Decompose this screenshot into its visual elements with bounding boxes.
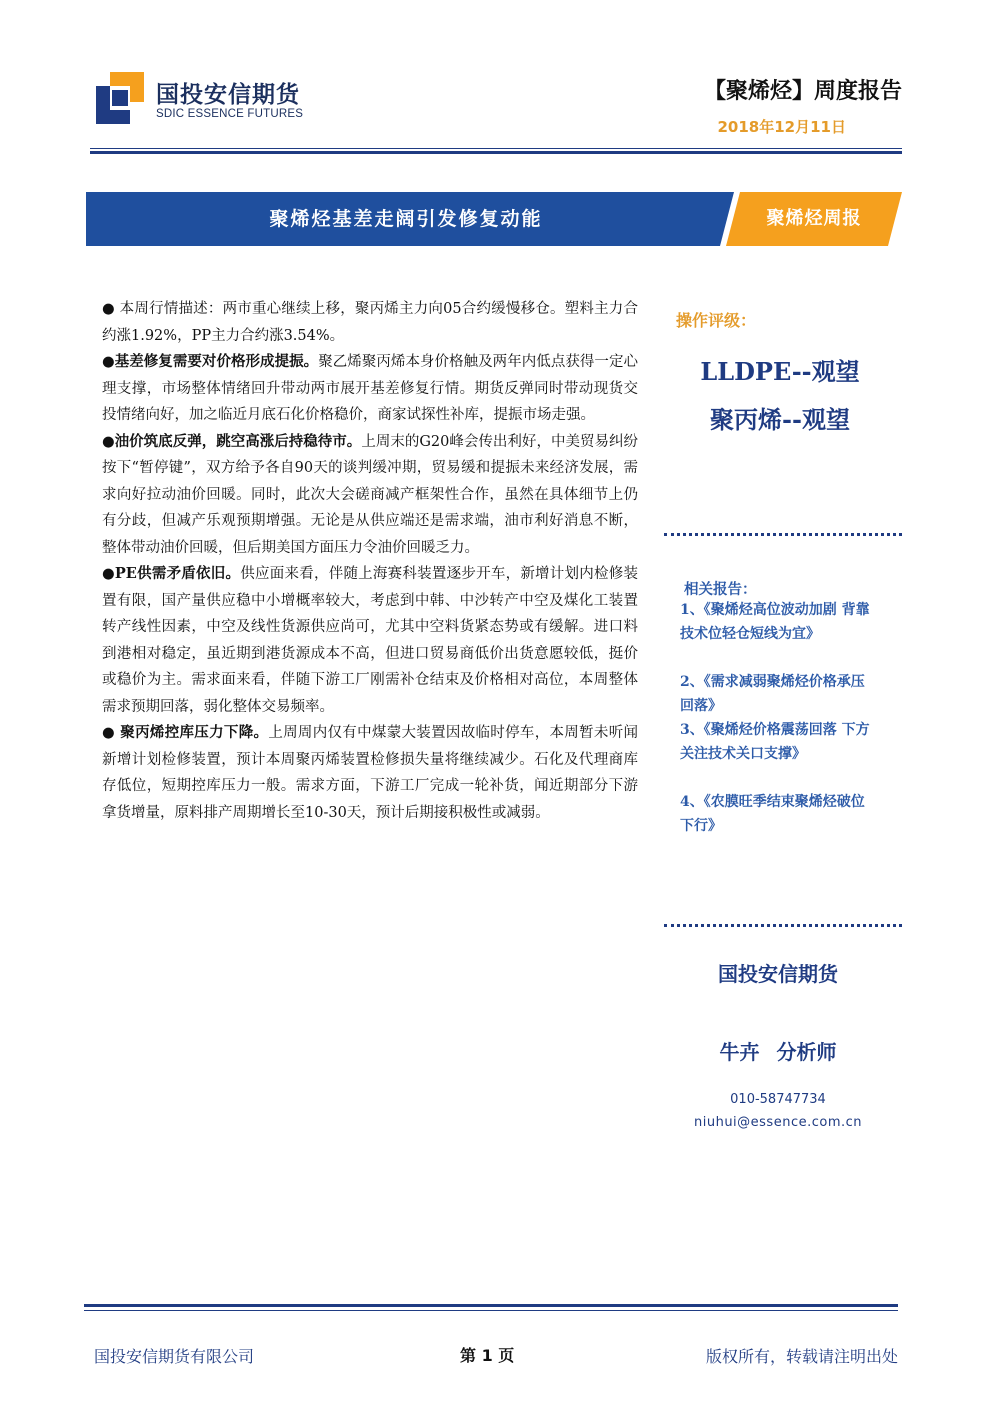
- report-type-title: 【聚烯烃】周度报告: [703, 79, 902, 104]
- rating-pp: 聚丙烯--观望: [710, 405, 850, 434]
- title-banner: [86, 192, 902, 246]
- paragraph-basis-repair: [102, 349, 638, 429]
- related-report-link[interactable]: 2、《需求减弱聚烯烃价格承压回落》: [680, 674, 865, 714]
- paragraph-pe-supply-demand: [102, 561, 638, 720]
- footer-rule-thick: [84, 1304, 898, 1307]
- footer-copyright: 版权所有，转载请注明出处: [705, 1347, 898, 1366]
- related-report-link[interactable]: 4、《农膜旺季结束聚烯烃破位下行》: [680, 794, 865, 834]
- sidebar-divider: [664, 924, 902, 927]
- rating-label: 操作评级：: [676, 311, 757, 330]
- footer-company: 国投安信期货有限公司: [94, 1347, 255, 1366]
- related-reports-title: 相关报告：: [684, 582, 757, 598]
- paragraph-text: 供应面来看，伴随上海赛科装置逐步开车，新增计划内检修装置有限，国产量供应稳中小增概率较大，考虑到中韩、中沙转产中空及煤化工装置转产线性因素，中空及线性货源供应尚可，尤其中空料货紧态势或有缓解。进口料到港相对稳定，虽近期到港货源成本不高，但进口贸易商低价出货意愿较低，挺价或稳价为主。需求面来看，伴随下游工厂刚需补仓结束及价格相对高位，本周整体需求预期回落，弱化整体交易频率。: [102, 566, 638, 715]
- paragraph-heading: ●PE供需矛盾依旧。: [102, 565, 241, 582]
- header-rule-thick: [90, 151, 902, 154]
- report-body: [102, 296, 638, 826]
- related-report-link[interactable]: 3、《聚烯烃价格震荡回落 下方关注技术关口支撑》: [680, 722, 870, 762]
- rating-lldpe: LLDPE--观望: [700, 357, 860, 386]
- report-headline: 聚烯烃基差走阔引发修复动能: [269, 208, 543, 230]
- related-reports-list: [680, 598, 878, 838]
- related-report-link[interactable]: 1、《聚烯烃高位波动加剧 背靠技术位轻仓短线为宜》: [680, 602, 870, 642]
- logo-english-name: SDIC ESSENCE FUTURES: [156, 108, 304, 120]
- paragraph-heading: ● 聚丙烯控库压力下降。: [102, 724, 269, 741]
- paragraph-heading: ●油价筑底反弹，跳空高涨后持稳待市。: [102, 432, 362, 450]
- paragraph-text: 上周末的G20峰会传出利好，中美贸易纠纷按下“暂停键”，双方给予各自90天的谈判缓冲期，贸易缓和提振未来经济发展，需求向好拉动油价回暖。同时，此次大会磋商减产框架性合作，虽然在具体细节上仍有分歧，但减产乐观预期增强。无论是从供应端还是需求端，油市利好消息不断，整体带动油价回暖，但后期美国方面压力令油价回暖乏力。: [102, 433, 638, 556]
- sidebar-company-name: 国投安信期货: [718, 962, 838, 986]
- analyst-email[interactable]: niuhui@essence.com.cn: [693, 1115, 863, 1130]
- logo-mark-icon: [96, 72, 144, 124]
- paragraph-text: 聚乙烯聚丙烯本身价格触及两年内低点获得一定心理支撑，市场整体情绪回升带动两市展开基差修复行情。期货反弹同时带动现货交投情绪向好，加之临近月底石化价格稳价，商家试探性补库，提振市场走强。: [102, 354, 639, 423]
- paragraph-heading: ●基差修复需要对价格形成提振。: [102, 353, 319, 370]
- page-number: 第 1 页: [460, 1346, 515, 1365]
- paragraph-pp-inventory: [102, 720, 638, 826]
- footer-rule-thin: [84, 1310, 898, 1311]
- analyst-phone: 010-58747734: [730, 1092, 826, 1107]
- paragraph-oil-price: [102, 429, 638, 562]
- sidebar-divider: [664, 533, 902, 536]
- company-logo: [96, 72, 316, 130]
- report-category-tag: 聚烯烃周报: [766, 208, 862, 229]
- paragraph-text: 上周周内仅有中煤蒙大装置因故临时停车，本周暂未听闻新增计划检修装置，预计本周聚丙烯装置检修损失量将继续减少。石化及代理商库存低位，短期控库压力一般。需求方面，下游工厂完成一轮补货，闻近期部分下游拿货增量，原料排产周期增长至10-30天，预计后期接积极性或减弱。: [102, 725, 639, 821]
- paragraph-market-summary: ● 本周行情描述：两市重心继续上移，聚丙烯主力向05合约缓慢移仓。塑料主力合约涨1.92%，PP主力合约涨3.54%。: [102, 301, 638, 344]
- analyst-name: 牛卉 分析师: [719, 1040, 837, 1064]
- header-rule-thin: [90, 148, 902, 149]
- logo-chinese-name: 国投安信期货: [156, 82, 300, 108]
- report-date: 2018年12月11日: [717, 118, 846, 136]
